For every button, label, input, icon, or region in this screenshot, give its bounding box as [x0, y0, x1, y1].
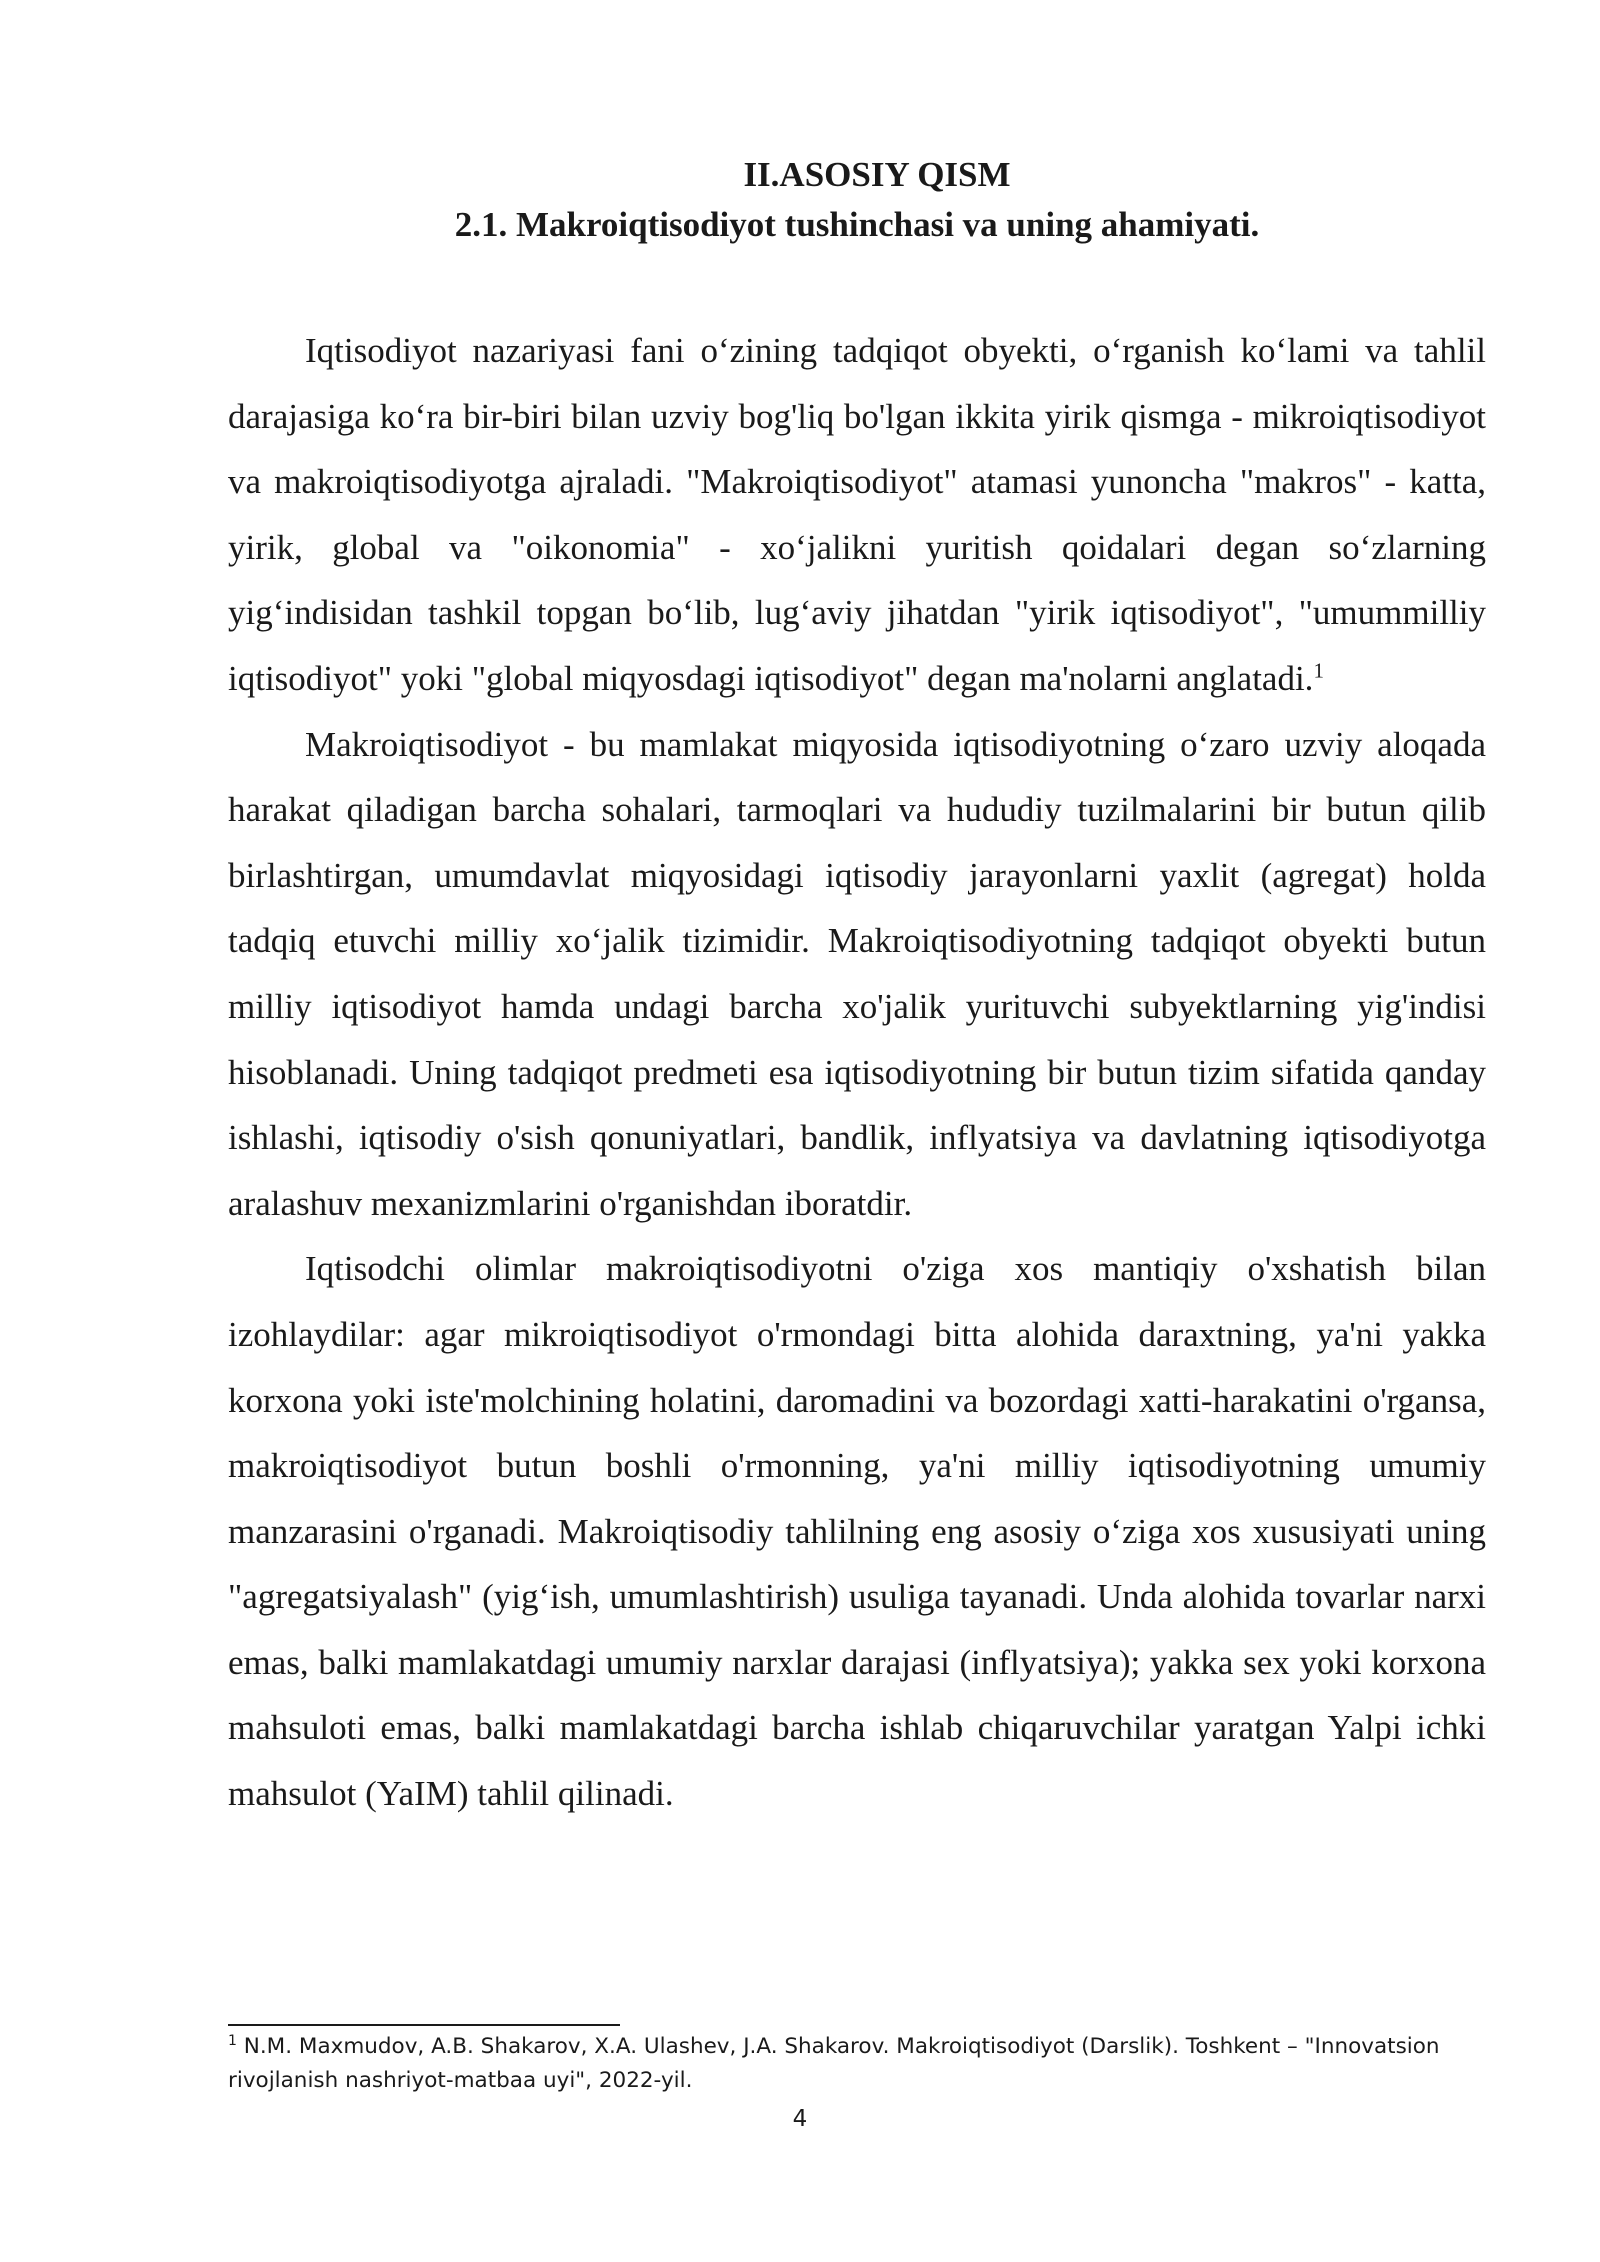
- footnote-reference[interactable]: 1: [1313, 658, 1324, 683]
- footnote-marker: 1: [228, 2032, 237, 2049]
- footnote-text: N.M. Maxmudov, A.B. Shakarov, X.A. Ulashev, J.A. Shakarov. Makroiqtisodiyot (Darslik). Toshkent – "Innovatsion rivojlanish nashriyot-matbaa uyi", 2022-yil.: [228, 2034, 1440, 2093]
- paragraph-2: Makroiqtisodiyot - bu mamlakat miqyosida iqtisodiyotning o‘zaro uzviy aloqada harakat qiladigan barcha sohalari, tarmoqlari va hududiy tuzilmalarini bir butun qilib birlashtirgan, umumdavlat miqyosidagi iqtisodiy jarayonlarni yaxlit (agregat) holda tadqiq etuvchi milliy xo‘jalik tizimidir. Makroiqtisodiyotning tadqiqot obyekti butun milliy iqtisodiyot hamda undagi barcha xo'jalik yurituvchi subyektlarning yig'indisi hisoblanadi. Uning tadqiqot predmeti esa iqtisodiyotning bir butun tizim sifatida qanday ishlashi, iqtisodiy o'sish qonuniyatlari, bandlik, inflyatsiya va davlatning iqtisodiyotga aralashuv mexanizmlarini o'rganishdan iboratdir.: [228, 724, 1486, 1223]
- page-number: 4: [792, 2106, 808, 2132]
- body-text: [228, 318, 1486, 1827]
- paragraph-1: [228, 318, 1486, 712]
- paragraph-1-text: Iqtisodiyot nazariyasi fani o‘zining tadqiqot obyekti, o‘rganish ko‘lami va tahlil darajasiga ko‘ra bir-biri bilan uzviy bog'liq bo'lgan ikkita yirik qismga - mikroiqtisodiyot va makroiqtisodiyotga ajraladi. "Makroiqtisodiyot" atamasi yunoncha "makros" - katta, yirik, global va "oikonomia" - xo‘jalikni yuritish qoidalari degan so‘zlarning yig‘indisidan tashkil topgan bo‘lib, lug‘aviy jihatdan "yirik iqtisodiyot", "umummilliy iqtisodiyot" yoki "global miqyosdagi iqtisodiyot" degan ma'nolarni anglatadi.: [228, 331, 1486, 698]
- footnote-separator: [228, 2024, 620, 2026]
- document-page: [228, 150, 1486, 1827]
- footnote: [228, 2030, 1486, 2098]
- paragraph-3: Iqtisodchi olimlar makroiqtisodiyotni o'ziga xos mantiqiy o'xshatish bilan izohlaydilar: agar mikroiqtisodiyot o'rmondagi bitta alohida daraxtning, ya'ni yakka korxona yoki iste'molchining holatini, daromadini va bozordagi xatti-harakatini o'rgansa, makroiqtisodiyot butun boshli o'rmonning, ya'ni milliy iqtisodiyotning umumiy manzarasini o'rganadi. Makroiqtisodiy tahlilning eng asosiy o‘ziga xos xususiyati uning "agregatsiyalash" (yig‘ish, umumlashtirish) usuliga tayanadi. Unda alohida tovarlar narxi emas, balki mamlakatdagi umumiy narxlar darajasi (inflyatsiya); yakka sex yoki korxona mahsuloti emas, balki mamlakatdagi barcha ishlab chiqaruvchilar yaratgan Yalpi ichki mahsulot (YaIM) tahlil qilinadi.: [228, 1249, 1486, 1814]
- section-heading: II.ASOSIY QISM: [743, 155, 1011, 194]
- subsection-heading: 2.1. Makroiqtisodiyot tushinchasi va uning ahamiyati.: [454, 205, 1260, 244]
